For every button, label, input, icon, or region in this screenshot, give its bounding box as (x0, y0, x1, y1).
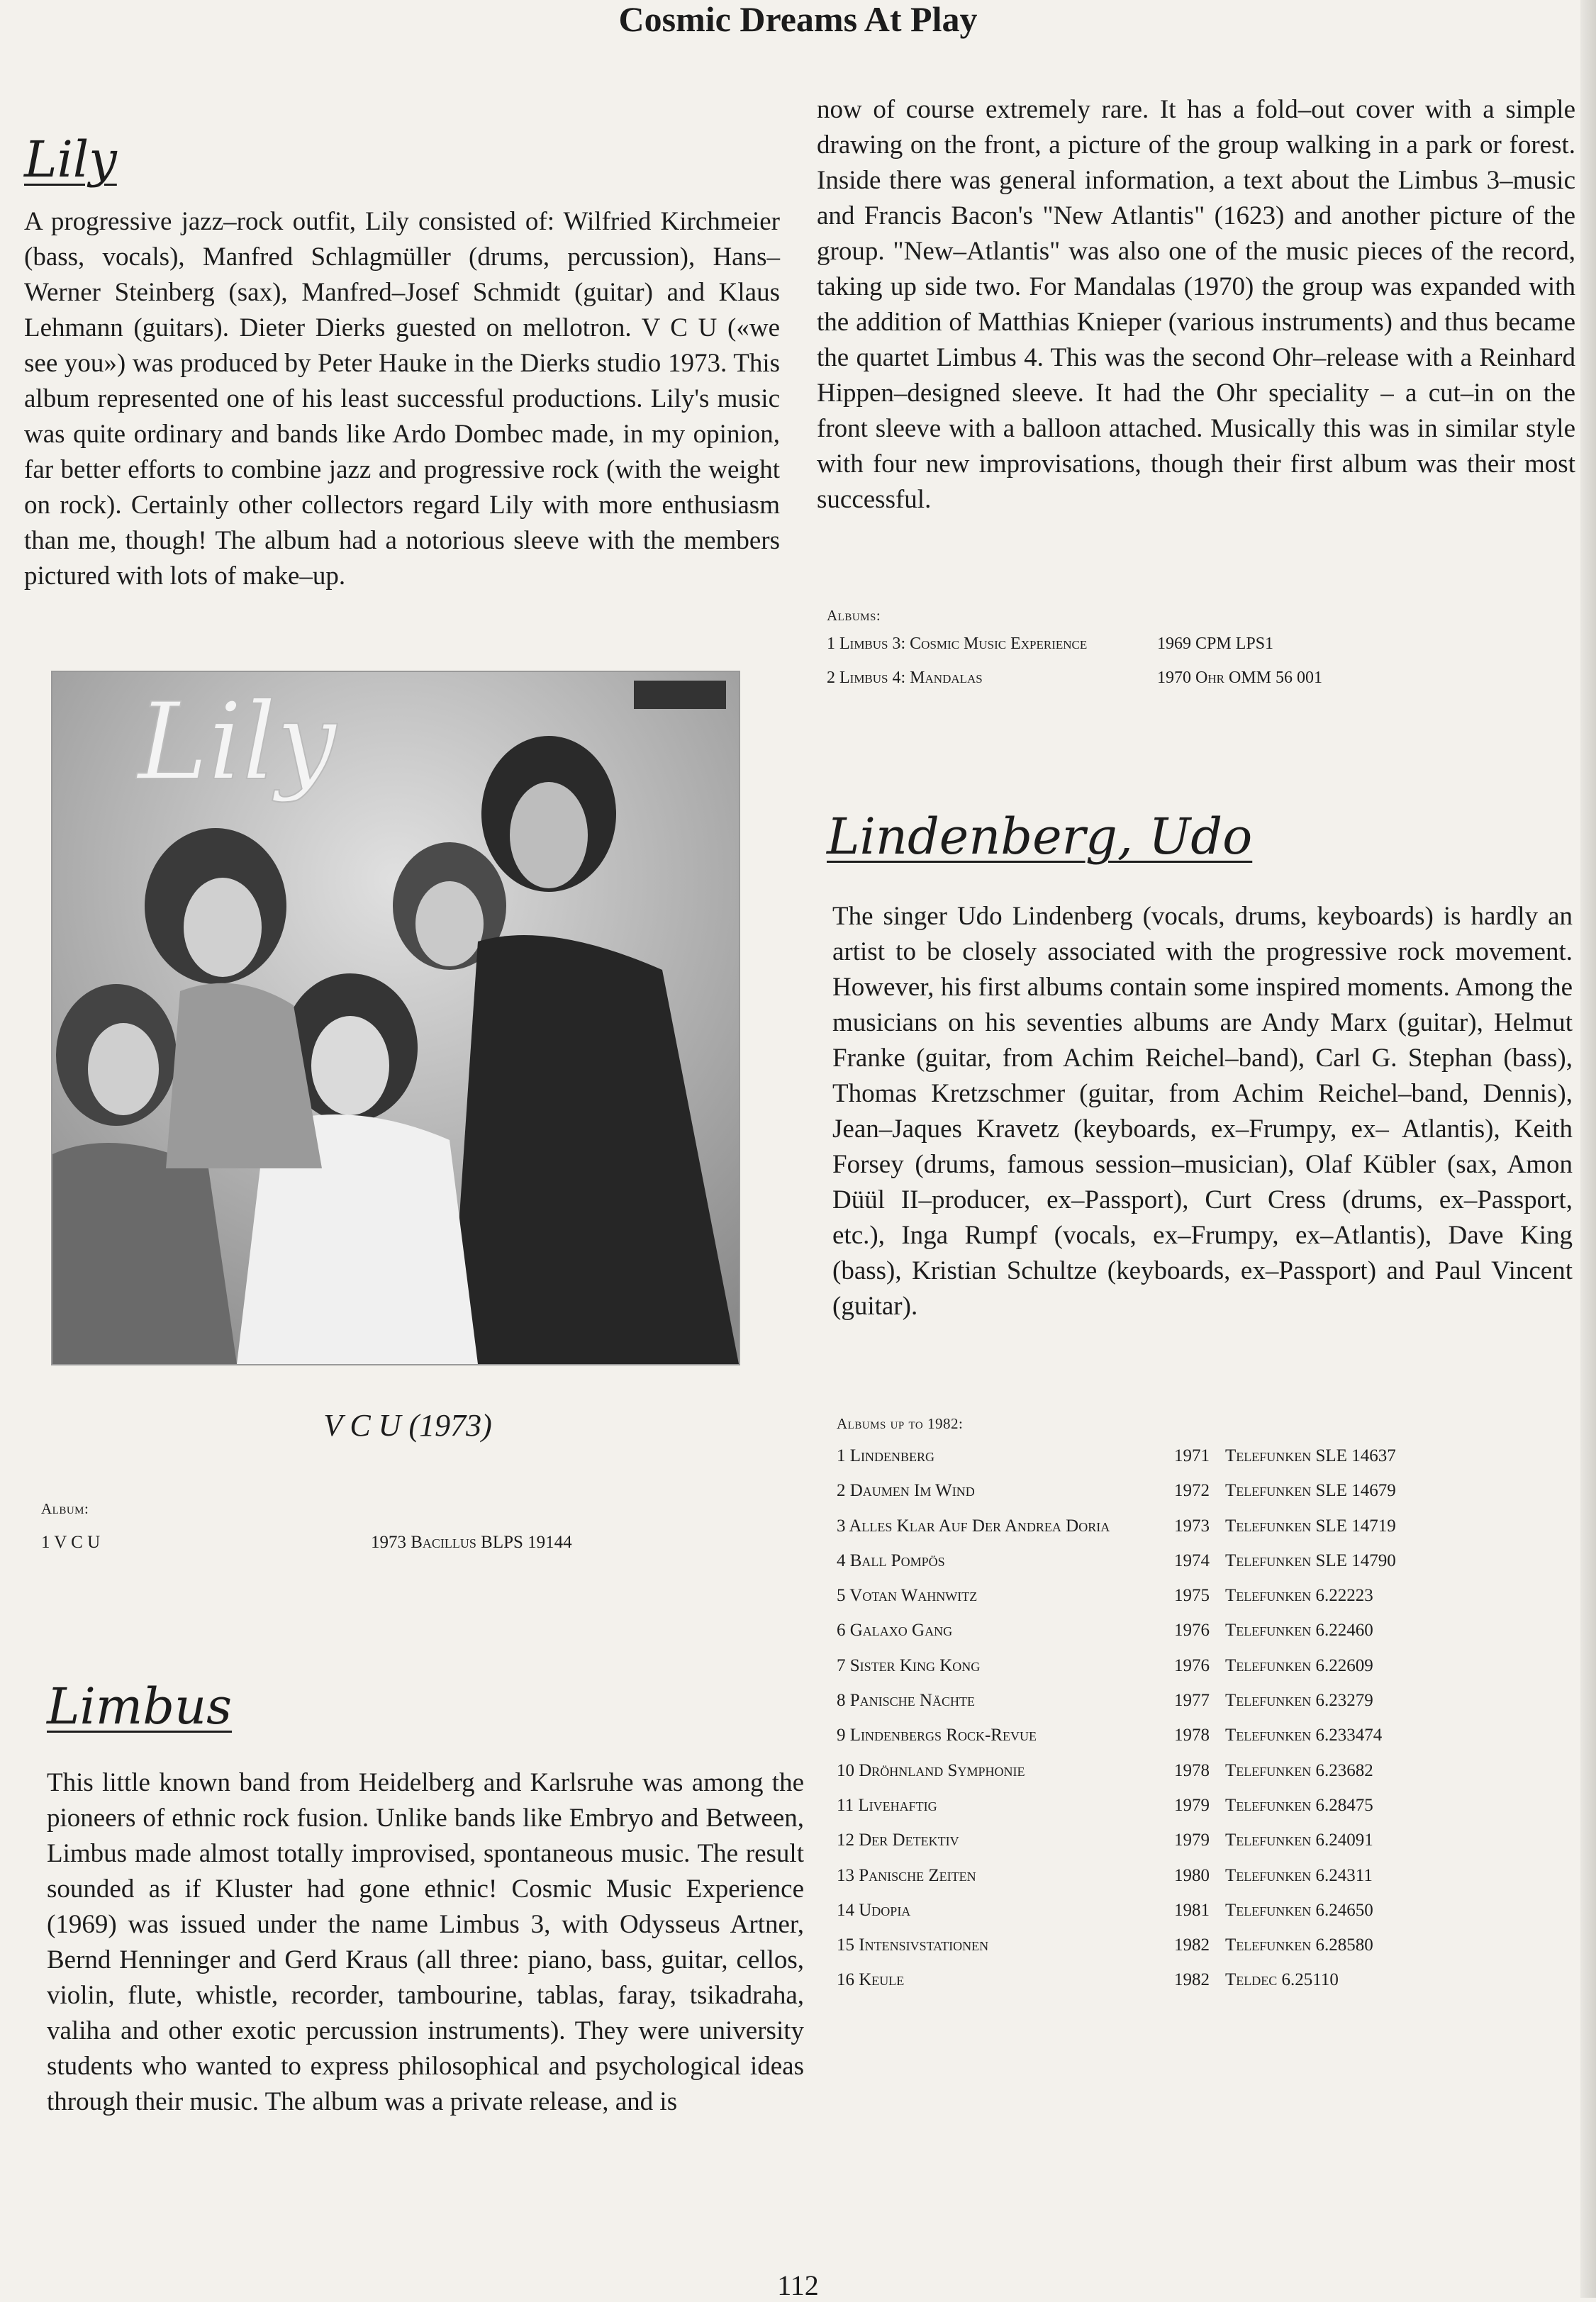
album-label-number: Telefunken 6.23682 (1225, 1760, 1373, 1780)
album-label-number: Telefunken 6.28475 (1225, 1795, 1373, 1815)
album-label-number: Telefunken 6.22223 (1225, 1586, 1373, 1606)
album-info: 1973 Bacillus BLPS 19144 (371, 1533, 572, 1552)
album-label-number: Telefunken SLE 14790 (1225, 1551, 1396, 1570)
album-label-number: Teldec 6.25110 (1225, 1970, 1339, 1990)
album-label-number: Telefunken SLE 14679 (1225, 1481, 1396, 1501)
album-label-number: Telefunken 6.23279 (1225, 1691, 1373, 1711)
album-label-number: Telefunken SLE 14719 (1225, 1516, 1396, 1536)
lindenberg-album-row (837, 1796, 1560, 1831)
album-title: 13 Panische Zeiten (837, 1865, 976, 1885)
lily-paragraph: A progressive jazz–rock outfit, Lily consisted of: Wilfried Kirchmeier (bass, vocals), Manfred Schlagmüller (drums, percussion), Hans–Werner Steinberg (sax), Manfred–Josef Schmidt (guitar) and Klaus Lehmann (guitars). Dieter Dierks guested on mellotron. V C U («we see you») was produced by Peter Hauke in the Dierks studio 1973. This album represented one of his least successful productions. Lily's music was quite ordinary and bands like Ardo Dombec made, in my opinion, far better efforts to combine jazz and progressive rock (with the weight on rock). Certainly other collectors regard Lily with more enthusiasm than me, though! The album had a notorious sleeve with the members pictured with lots of make–up. (24, 207, 780, 591)
album-label-number: Telefunken 6.28580 (1225, 1935, 1373, 1955)
album-label-number: Telefunken 6.22609 (1225, 1655, 1373, 1675)
page-number: 112 (777, 2269, 819, 2301)
album-title: 10 Dröhnland Symphonie (837, 1760, 1025, 1780)
album-title: 5 Votan Wahnwitz (837, 1586, 978, 1606)
album-year: 1977 (1174, 1691, 1210, 1711)
limbus-album-row (827, 669, 1536, 703)
album-title: 2 Limbus 4: Mandalas (827, 669, 983, 687)
limbus-paragraph-right: now of course extremely rare. It has a fold–out cover with a simple drawing on the front, a picture of the group walking in a park or forest. Inside there was general information, a text about the Limbus 3–music and Francis Bacon's "New Atlantis" (1623) and another picture of the group. "New–Atlantis" was also one of the music pieces of the record, taking up side two. For Mandalas (1970) the group was expanded with the addition of Matthias Knieper (various instruments) and thus became the quartet Limbus 4. This was the second Ohr–release with a Reinhard Hippen–designed sleeve. It had the Ohr speciality – a cut–in on the front sleeve with a balloon attached. Musically this was in similar style with four new improvisations, though their first album was their most successful. (817, 95, 1575, 514)
lily-album-cover-photo (51, 671, 740, 1365)
limbus-paragraph-left: This little known band from Heidelberg and Karlsruhe was among the pioneers of ethnic rock fusion. Unlike bands like Embryo and Between, Limbus made almost totally improvised, spontaneous music. The result sounded as if Kluster had gone ethnic! Cosmic Music Experience (1969) was issued under the name Limbus 3, with Odysseus Artner, Bernd Henninger and Gerd Kraus (all three: piano, bass, guitar, cellos, violin, flute, whistle, recorder, tambourine, tablas, faray, tsikadraha, valiha and other exotic percussion instruments). They were university students who wanted to express philosophical and psychological ideas through their music. The album was a private release, and is (47, 1768, 804, 2116)
limbus-album-label: Albums: (827, 607, 881, 624)
album-year: 1975 (1174, 1586, 1210, 1606)
lindenberg-album-row (837, 1446, 1560, 1481)
album-year: 1978 (1174, 1726, 1210, 1745)
lindenberg-album-row (837, 1586, 1560, 1621)
album-title: 2 Daumen Im Wind (837, 1481, 975, 1501)
album-year: 1974 (1174, 1551, 1210, 1570)
album-title: 7 Sister King Kong (837, 1655, 981, 1675)
album-title: 4 Ball Pompös (837, 1551, 945, 1570)
album-year: 1982 (1174, 1970, 1210, 1990)
album-year: 1980 (1174, 1865, 1210, 1885)
album-title: 15 Intensivstationen (837, 1935, 989, 1955)
page-edge (1580, 0, 1596, 2298)
album-label-number: Telefunken 6.24650 (1225, 1900, 1373, 1920)
album-label-number: Telefunken 6.22460 (1225, 1621, 1373, 1641)
lindenberg-album-row (837, 1516, 1560, 1551)
lindenberg-album-row (837, 1901, 1560, 1935)
album-year: 1981 (1174, 1900, 1210, 1920)
album-label-number: Telefunken SLE 14637 (1225, 1446, 1396, 1465)
lindenberg-album-table (837, 1446, 1560, 2006)
lily-photo-caption: V C U (1973) (323, 1408, 492, 1443)
album-year: 1979 (1174, 1831, 1210, 1850)
album-title: 9 Lindenbergs Rock-Revue (837, 1726, 1037, 1745)
lindenberg-album-row (837, 1726, 1560, 1760)
album-title: 6 Galaxo Gang (837, 1621, 953, 1641)
lily-heading: Lily (24, 130, 117, 189)
album-year: 1978 (1174, 1760, 1210, 1780)
lindenberg-album-row (837, 1691, 1560, 1726)
album-year: 1972 (1174, 1481, 1210, 1501)
lindenberg-paragraph: The singer Udo Lindenberg (vocals, drums, keyboards) is hardly an artist to be closely associated with the progressive rock movement. However, his first albums contain some inspired moments. Among the musicians on his seventies albums are Andy Marx (guitar), Helmut Franke (guitar, from Achim Reichel–band), Carl G. Stephan (bass), Thomas Kretzschmer (guitar, from Achim Reichel–band, Dennis), Jean–Jaques Kravetz (keyboards, ex–Frumpy, ex– Atlantis), Keith Forsey (drums, famous session–musician), Olaf Kübler (sax, Amon Düül II–producer, ex–Passport), Curt Cress (drums, ex–Passport, etc.), Inga Rumpf (vocals, ex–Frumpy, ex–Atlantis), Dave King (bass), Kristian Schultze (keyboards, ex–Passport) and Paul Vincent (guitar). (832, 902, 1573, 1321)
album-year: 1976 (1174, 1655, 1210, 1675)
album-title: 11 Livehaftig (837, 1795, 937, 1815)
album-year: 1976 (1174, 1621, 1210, 1641)
album-title: 1 Lindenberg (837, 1446, 935, 1465)
lindenberg-heading: Lindenberg, Udo (827, 808, 1253, 866)
lindenberg-album-row (837, 1481, 1560, 1516)
album-label-number: Telefunken 6.24311 (1225, 1865, 1373, 1885)
lindenberg-album-row (837, 1761, 1560, 1796)
album-label-number: Telefunken 6.24091 (1225, 1831, 1373, 1850)
lily-album-label: Album: (41, 1500, 89, 1517)
lily-album-table (41, 1533, 750, 1568)
album-title: 1 Limbus 3: Cosmic Music Experience (827, 635, 1088, 653)
album-year: 1971 (1174, 1446, 1210, 1465)
album-title: 1 V C U (41, 1533, 101, 1552)
lindenberg-album-label: Albums up to 1982: (837, 1415, 964, 1432)
album-title: 3 Alles Klar Auf Der Andrea Doria (837, 1516, 1110, 1536)
album-year: 1979 (1174, 1795, 1210, 1815)
album-info: 1969 CPM LPS1 (1157, 635, 1274, 653)
page-header: Cosmic Dreams At Play (618, 0, 978, 39)
lindenberg-album-row (837, 1970, 1560, 2005)
album-year: 1982 (1174, 1935, 1210, 1955)
album-title: 8 Panische Nächte (837, 1691, 975, 1711)
limbus-album-row (827, 635, 1536, 669)
svg-text:Lily: Lily (138, 681, 337, 804)
album-title: 16 Keule (837, 1970, 905, 1990)
lindenberg-album-row (837, 1621, 1560, 1655)
lindenberg-album-row (837, 1935, 1560, 1970)
lindenberg-album-row (837, 1831, 1560, 1865)
album-year: 1973 (1174, 1516, 1210, 1536)
album-label-number: Telefunken 6.233474 (1225, 1726, 1383, 1745)
lindenberg-album-row (837, 1866, 1560, 1901)
album-title: 12 Der Detektiv (837, 1831, 959, 1850)
album-info: 1970 Ohr OMM 56 001 (1157, 669, 1322, 687)
lindenberg-album-row (837, 1551, 1560, 1586)
limbus-album-table (827, 635, 1536, 703)
limbus-heading: Limbus (47, 1677, 233, 1736)
album-title: 14 Udopia (837, 1900, 911, 1920)
lily-album-row (41, 1533, 750, 1568)
lindenberg-album-row (837, 1656, 1560, 1691)
